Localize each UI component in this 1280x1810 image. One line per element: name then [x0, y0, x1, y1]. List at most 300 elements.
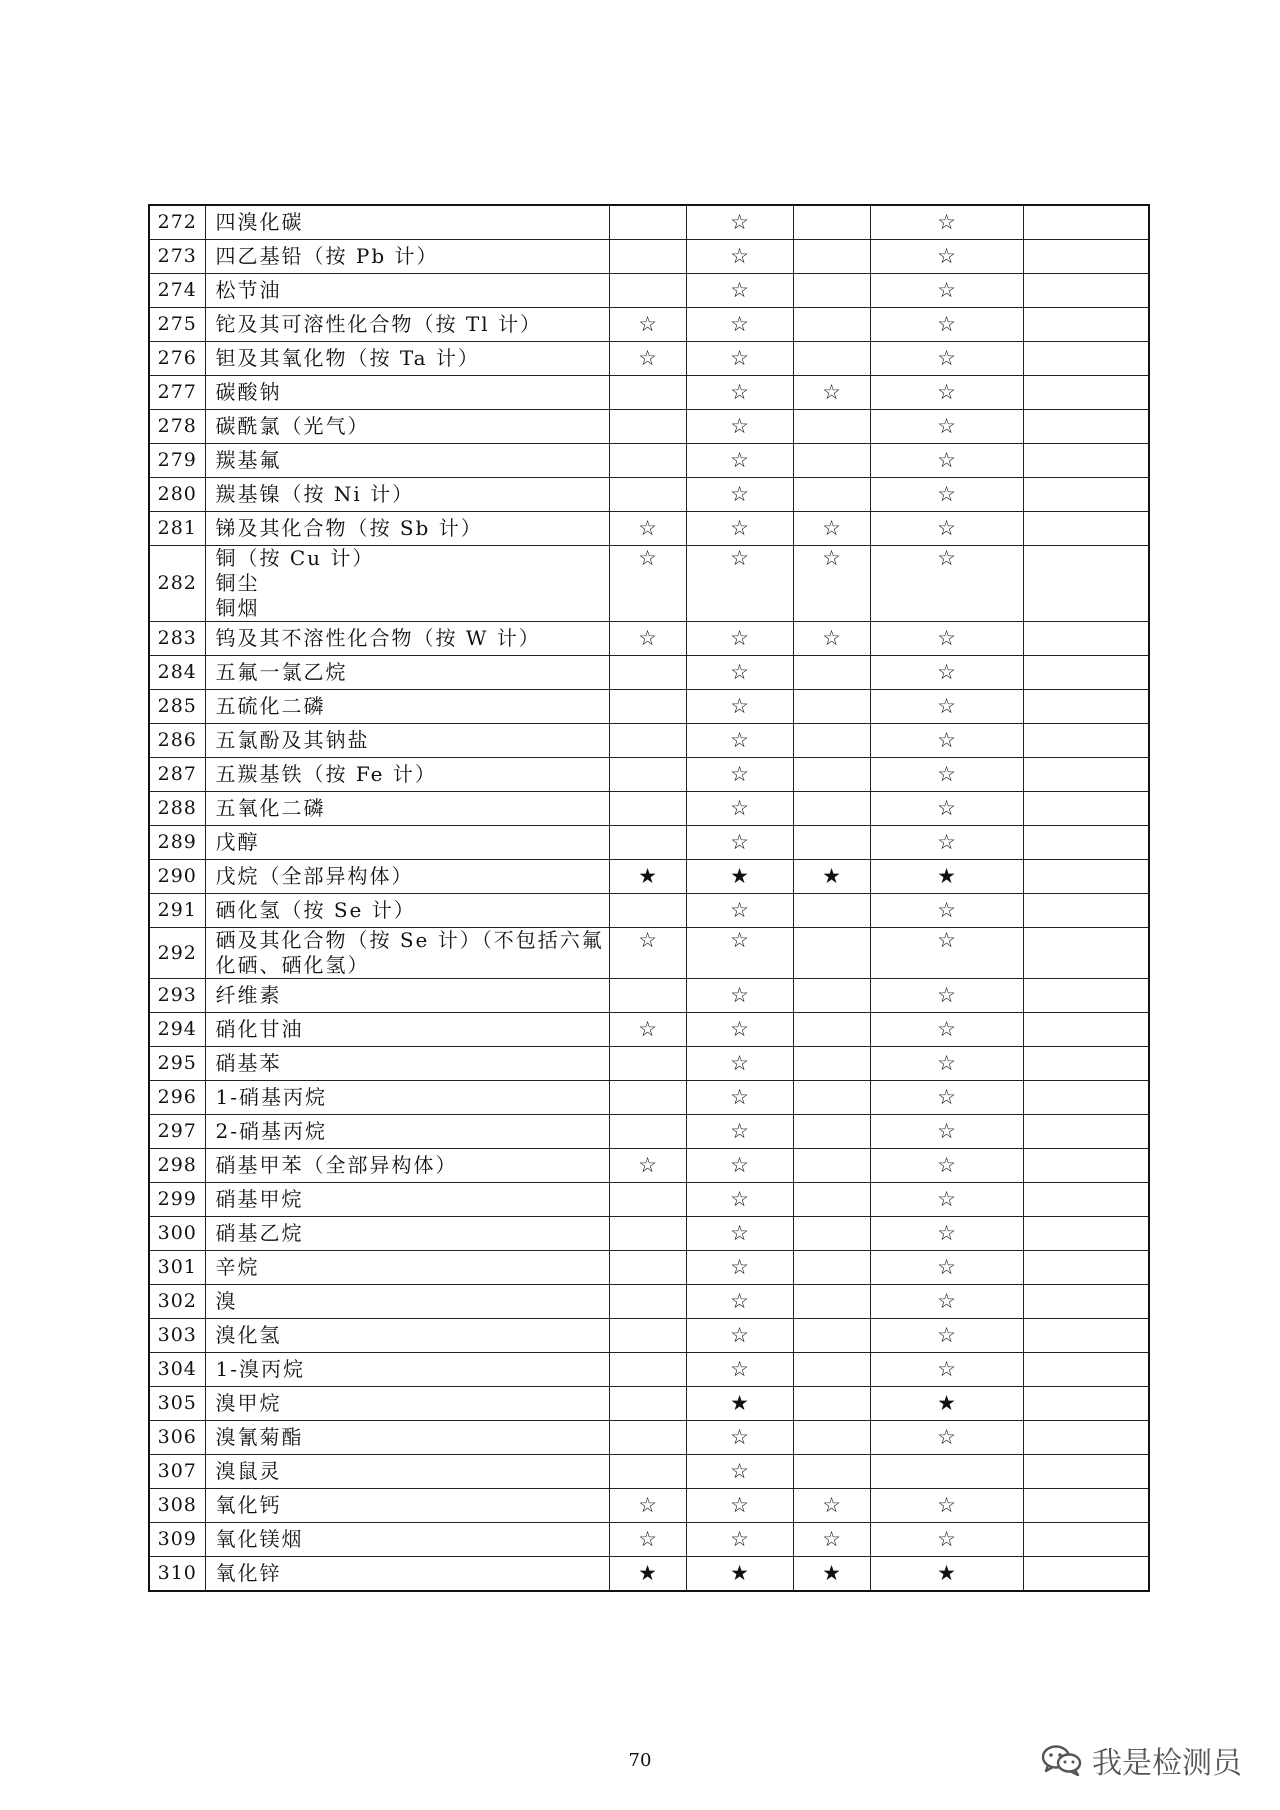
- mark-cell-col2: ☆: [686, 1523, 793, 1557]
- mark-cell-col1: [609, 690, 686, 724]
- mark-cell-col1: ☆: [609, 622, 686, 656]
- mark-cell-col2: ☆: [686, 1353, 793, 1387]
- table-row: [149, 894, 1149, 928]
- table-row: [149, 342, 1149, 376]
- mark-cell-col1: ☆: [609, 342, 686, 376]
- substance-name-line: 戊烷（全部异构体）: [215, 864, 414, 888]
- mark-cell-col2: ☆: [686, 1217, 793, 1251]
- mark-cell-col4: [870, 1455, 1023, 1489]
- substance-name-line: 碳酰氯（光气）: [215, 414, 370, 438]
- mark-cell-col4: ☆: [870, 546, 1023, 622]
- row-number: 305: [149, 1387, 205, 1421]
- mark-cell-col2: ☆: [686, 690, 793, 724]
- mark-cell-col5: [1023, 1455, 1149, 1489]
- mark-cell-col2: ☆: [686, 758, 793, 792]
- row-number: 300: [149, 1217, 205, 1251]
- mark-cell-col3: [793, 1353, 870, 1387]
- mark-cell-col4: ☆: [870, 622, 1023, 656]
- substance-name-line: 硝化甘油: [215, 1017, 304, 1041]
- substance-name-line: 氧化钙: [215, 1493, 282, 1517]
- substance-name: [205, 308, 609, 342]
- substance-name-line: 五氧化二磷: [215, 796, 326, 820]
- row-number: 291: [149, 894, 205, 928]
- mark-cell-col2: ☆: [686, 512, 793, 546]
- mark-cell-col4: ★: [870, 1387, 1023, 1421]
- mark-cell-col3: [793, 274, 870, 308]
- mark-cell-col5: [1023, 792, 1149, 826]
- mark-cell-col2: ☆: [686, 1183, 793, 1217]
- substance-name: [205, 758, 609, 792]
- mark-cell-col4: ☆: [870, 690, 1023, 724]
- table-row: [149, 690, 1149, 724]
- row-number: 297: [149, 1115, 205, 1149]
- mark-cell-col4: ☆: [870, 1421, 1023, 1455]
- mark-cell-col4: ☆: [870, 1319, 1023, 1353]
- mark-cell-col4: ☆: [870, 792, 1023, 826]
- table-row: [149, 240, 1149, 274]
- mark-cell-col5: [1023, 1115, 1149, 1149]
- row-number: 274: [149, 274, 205, 308]
- substance-name-line: 松节油: [215, 278, 282, 302]
- substance-name: [205, 444, 609, 478]
- row-number: 294: [149, 1013, 205, 1047]
- mark-cell-col4: ★: [870, 860, 1023, 894]
- mark-cell-col5: [1023, 1285, 1149, 1319]
- substance-name-line: 四乙基铅（按 Pb 计）: [215, 244, 439, 268]
- substance-name-line: 化硒、硒化氢）: [215, 953, 370, 977]
- substance-name-line: 硒化氢（按 Se 计）: [215, 898, 416, 922]
- table-row: [149, 1217, 1149, 1251]
- substance-name: [205, 478, 609, 512]
- substance-name: [205, 1387, 609, 1421]
- substance-name-line: 羰基镍（按 Ni 计）: [215, 482, 415, 506]
- mark-cell-col2: ☆: [686, 979, 793, 1013]
- row-number: 309: [149, 1523, 205, 1557]
- mark-cell-col3: ☆: [793, 1489, 870, 1523]
- mark-cell-col3: [793, 444, 870, 478]
- mark-cell-col4: ☆: [870, 1149, 1023, 1183]
- substance-name: [205, 1081, 609, 1115]
- mark-cell-col5: [1023, 1217, 1149, 1251]
- mark-cell-col1: [609, 758, 686, 792]
- mark-cell-col4: ★: [870, 1557, 1023, 1592]
- mark-cell-col2: ☆: [686, 928, 793, 979]
- table-row: [149, 1013, 1149, 1047]
- mark-cell-col1: ☆: [609, 928, 686, 979]
- mark-cell-col2: ☆: [686, 1081, 793, 1115]
- row-number: 293: [149, 979, 205, 1013]
- substance-name-line: 五氯酚及其钠盐: [215, 728, 370, 752]
- mark-cell-col1: [609, 979, 686, 1013]
- substance-name: [205, 1251, 609, 1285]
- substance-name: [205, 826, 609, 860]
- table-row: [149, 376, 1149, 410]
- substance-name-line: 五羰基铁（按 Fe 计）: [215, 762, 437, 786]
- mark-cell-col4: ☆: [870, 1523, 1023, 1557]
- row-number: 296: [149, 1081, 205, 1115]
- table-row: [149, 444, 1149, 478]
- table-row: [149, 1353, 1149, 1387]
- mark-cell-col5: [1023, 1523, 1149, 1557]
- row-number: 304: [149, 1353, 205, 1387]
- mark-cell-col4: ☆: [870, 1183, 1023, 1217]
- mark-cell-col5: [1023, 758, 1149, 792]
- mark-cell-col1: [609, 1455, 686, 1489]
- substance-name-line: 辛烷: [215, 1255, 260, 1279]
- mark-cell-col3: [793, 1217, 870, 1251]
- row-number: 288: [149, 792, 205, 826]
- table-row: [149, 410, 1149, 444]
- mark-cell-col3: [793, 690, 870, 724]
- substance-name: [205, 1523, 609, 1557]
- mark-cell-col2: ☆: [686, 205, 793, 240]
- mark-cell-col1: [609, 724, 686, 758]
- mark-cell-col1: ☆: [609, 1489, 686, 1523]
- table-row: [149, 758, 1149, 792]
- mark-cell-col5: [1023, 240, 1149, 274]
- mark-cell-col1: [609, 274, 686, 308]
- mark-cell-col4: ☆: [870, 1081, 1023, 1115]
- mark-cell-col2: ☆: [686, 1319, 793, 1353]
- mark-cell-col3: [793, 205, 870, 240]
- table-row: [149, 622, 1149, 656]
- row-number: 281: [149, 512, 205, 546]
- mark-cell-col1: [609, 1319, 686, 1353]
- mark-cell-col5: [1023, 1183, 1149, 1217]
- mark-cell-col1: [609, 205, 686, 240]
- mark-cell-col3: [793, 758, 870, 792]
- substance-name-line: 碳酸钠: [215, 380, 282, 404]
- substance-name-line: 硝基甲苯（全部异构体）: [215, 1153, 458, 1177]
- mark-cell-col1: [609, 444, 686, 478]
- mark-cell-col5: [1023, 1319, 1149, 1353]
- substance-name: [205, 656, 609, 690]
- substance-name: [205, 894, 609, 928]
- mark-cell-col5: [1023, 724, 1149, 758]
- mark-cell-col3: ☆: [793, 546, 870, 622]
- row-number: 284: [149, 656, 205, 690]
- substance-name-line: 硝基苯: [215, 1051, 282, 1075]
- table-row: [149, 792, 1149, 826]
- substance-name-line: 五氟一氯乙烷: [215, 660, 348, 684]
- mark-cell-col1: [609, 1047, 686, 1081]
- watermark-text: 我是检测员: [1092, 1746, 1242, 1781]
- table-row: [149, 928, 1149, 979]
- substance-name: [205, 1183, 609, 1217]
- substance-name-line: 溴氰菊酯: [215, 1425, 304, 1449]
- mark-cell-col4: ☆: [870, 342, 1023, 376]
- mark-cell-col2: ☆: [686, 444, 793, 478]
- substance-name: [205, 622, 609, 656]
- row-number: 279: [149, 444, 205, 478]
- mark-cell-col3: [793, 894, 870, 928]
- mark-cell-col2: ☆: [686, 1455, 793, 1489]
- mark-cell-col2: ☆: [686, 240, 793, 274]
- mark-cell-col4: ☆: [870, 1047, 1023, 1081]
- mark-cell-col5: [1023, 1421, 1149, 1455]
- mark-cell-col2: ☆: [686, 274, 793, 308]
- mark-cell-col2: ☆: [686, 1251, 793, 1285]
- mark-cell-col4: ☆: [870, 826, 1023, 860]
- mark-cell-col4: ☆: [870, 1353, 1023, 1387]
- mark-cell-col5: [1023, 308, 1149, 342]
- mark-cell-col1: [609, 1115, 686, 1149]
- mark-cell-col1: [609, 1421, 686, 1455]
- row-number: 276: [149, 342, 205, 376]
- substance-name: [205, 1455, 609, 1489]
- table-row: [149, 1421, 1149, 1455]
- substance-name: [205, 342, 609, 376]
- mark-cell-col2: ☆: [686, 546, 793, 622]
- watermark: [1040, 1738, 1242, 1782]
- row-number: 273: [149, 240, 205, 274]
- row-number: 282: [149, 546, 205, 622]
- mark-cell-col2: ☆: [686, 826, 793, 860]
- mark-cell-col3: [793, 1047, 870, 1081]
- substance-name: [205, 724, 609, 758]
- table-body: [149, 205, 1149, 1591]
- mark-cell-col1: [609, 1183, 686, 1217]
- mark-cell-col4: ☆: [870, 724, 1023, 758]
- substance-name: [205, 860, 609, 894]
- mark-cell-col2: ☆: [686, 1115, 793, 1149]
- row-number: 285: [149, 690, 205, 724]
- mark-cell-col3: [793, 656, 870, 690]
- mark-cell-col4: ☆: [870, 376, 1023, 410]
- mark-cell-col2: ★: [686, 860, 793, 894]
- substance-name-line: 硒及其化合物（按 Se 计）（不包括六氟: [215, 928, 604, 952]
- substance-name-line: 2-硝基丙烷: [215, 1119, 327, 1143]
- row-number: 307: [149, 1455, 205, 1489]
- row-number: 292: [149, 928, 205, 979]
- mark-cell-col5: [1023, 274, 1149, 308]
- substance-name: [205, 240, 609, 274]
- mark-cell-col2: ☆: [686, 894, 793, 928]
- substance-name-line: 纤维素: [215, 983, 282, 1007]
- mark-cell-col3: [793, 792, 870, 826]
- mark-cell-col3: [793, 1319, 870, 1353]
- substance-name-line: 戊醇: [215, 830, 260, 854]
- mark-cell-col3: [793, 1013, 870, 1047]
- table-row: [149, 826, 1149, 860]
- mark-cell-col3: [793, 1183, 870, 1217]
- mark-cell-col3: [793, 979, 870, 1013]
- mark-cell-col4: ☆: [870, 205, 1023, 240]
- row-number: 299: [149, 1183, 205, 1217]
- mark-cell-col1: ★: [609, 1557, 686, 1592]
- row-number: 286: [149, 724, 205, 758]
- mark-cell-col5: [1023, 1013, 1149, 1047]
- table-row: [149, 1047, 1149, 1081]
- mark-cell-col2: ☆: [686, 656, 793, 690]
- table-row: [149, 512, 1149, 546]
- row-number: 283: [149, 622, 205, 656]
- mark-cell-col4: ☆: [870, 444, 1023, 478]
- substance-name: [205, 1353, 609, 1387]
- mark-cell-col3: [793, 240, 870, 274]
- row-number: 298: [149, 1149, 205, 1183]
- mark-cell-col1: [609, 894, 686, 928]
- mark-cell-col5: [1023, 1557, 1149, 1592]
- row-number: 275: [149, 308, 205, 342]
- mark-cell-col2: ☆: [686, 792, 793, 826]
- mark-cell-col4: ☆: [870, 1285, 1023, 1319]
- mark-cell-col5: [1023, 1353, 1149, 1387]
- row-number: 303: [149, 1319, 205, 1353]
- table-row: [149, 979, 1149, 1013]
- substance-table: [148, 204, 1150, 1592]
- mark-cell-col3: [793, 478, 870, 512]
- substance-name: [205, 1421, 609, 1455]
- table-row: [149, 1251, 1149, 1285]
- mark-cell-col1: ★: [609, 860, 686, 894]
- mark-cell-col5: [1023, 444, 1149, 478]
- substance-name-line: 1-溴丙烷: [215, 1357, 305, 1381]
- mark-cell-col2: ☆: [686, 308, 793, 342]
- table-row: [149, 478, 1149, 512]
- substance-name-line: 溴甲烷: [215, 1391, 282, 1415]
- mark-cell-col3: [793, 1387, 870, 1421]
- mark-cell-col4: ☆: [870, 1115, 1023, 1149]
- mark-cell-col3: [793, 1421, 870, 1455]
- substance-name-line: 铜尘: [215, 571, 260, 595]
- mark-cell-col2: ☆: [686, 342, 793, 376]
- substance-name-line: 氧化镁烟: [215, 1527, 304, 1551]
- row-number: 272: [149, 205, 205, 240]
- mark-cell-col2: ☆: [686, 1047, 793, 1081]
- substance-name: [205, 690, 609, 724]
- substance-name-line: 溴化氢: [215, 1323, 282, 1347]
- mark-cell-col4: ☆: [870, 1251, 1023, 1285]
- row-number: 302: [149, 1285, 205, 1319]
- mark-cell-col3: [793, 724, 870, 758]
- table-row: [149, 1319, 1149, 1353]
- substance-name-line: 铜（按 Cu 计）: [215, 546, 375, 570]
- mark-cell-col1: [609, 1217, 686, 1251]
- mark-cell-col3: ★: [793, 1557, 870, 1592]
- mark-cell-col4: ☆: [870, 928, 1023, 979]
- substance-name: [205, 1013, 609, 1047]
- mark-cell-col5: [1023, 894, 1149, 928]
- mark-cell-col1: [609, 1251, 686, 1285]
- mark-cell-col3: [793, 1149, 870, 1183]
- mark-cell-col5: [1023, 1489, 1149, 1523]
- mark-cell-col5: [1023, 826, 1149, 860]
- mark-cell-col2: ☆: [686, 1013, 793, 1047]
- mark-cell-col5: [1023, 622, 1149, 656]
- mark-cell-col3: ☆: [793, 512, 870, 546]
- row-number: 289: [149, 826, 205, 860]
- mark-cell-col2: ☆: [686, 1149, 793, 1183]
- row-number: 287: [149, 758, 205, 792]
- mark-cell-col2: ☆: [686, 1489, 793, 1523]
- substance-name: [205, 205, 609, 240]
- row-number: 290: [149, 860, 205, 894]
- mark-cell-col3: [793, 1285, 870, 1319]
- table-row: [149, 1115, 1149, 1149]
- mark-cell-col3: ☆: [793, 622, 870, 656]
- mark-cell-col2: ☆: [686, 1421, 793, 1455]
- mark-cell-col4: ☆: [870, 274, 1023, 308]
- mark-cell-col5: [1023, 1081, 1149, 1115]
- substance-name: [205, 1489, 609, 1523]
- mark-cell-col5: [1023, 342, 1149, 376]
- substance-name-line: 羰基氟: [215, 448, 282, 472]
- table-row: [149, 546, 1149, 622]
- mark-cell-col3: [793, 1081, 870, 1115]
- mark-cell-col5: [1023, 1251, 1149, 1285]
- substance-name: [205, 1285, 609, 1319]
- substance-name-line: 硝基甲烷: [215, 1187, 304, 1211]
- mark-cell-col1: [609, 792, 686, 826]
- row-number: 280: [149, 478, 205, 512]
- mark-cell-col3: [793, 826, 870, 860]
- table-row: [149, 205, 1149, 240]
- mark-cell-col1: [609, 376, 686, 410]
- mark-cell-col5: [1023, 1047, 1149, 1081]
- mark-cell-col4: ☆: [870, 308, 1023, 342]
- mark-cell-col4: ☆: [870, 979, 1023, 1013]
- substance-name-line: 1-硝基丙烷: [215, 1085, 327, 1109]
- mark-cell-col1: ☆: [609, 1523, 686, 1557]
- mark-cell-col3: [793, 308, 870, 342]
- mark-cell-col4: ☆: [870, 478, 1023, 512]
- substance-name-line: 溴: [215, 1289, 238, 1313]
- mark-cell-col2: ☆: [686, 622, 793, 656]
- row-number: 301: [149, 1251, 205, 1285]
- table-row: [149, 1149, 1149, 1183]
- substance-name: [205, 546, 609, 622]
- substance-name-line: 氧化锌: [215, 1561, 282, 1585]
- table-row: [149, 1489, 1149, 1523]
- mark-cell-col5: [1023, 656, 1149, 690]
- row-number: 278: [149, 410, 205, 444]
- table-row: [149, 656, 1149, 690]
- mark-cell-col4: ☆: [870, 410, 1023, 444]
- mark-cell-col3: [793, 342, 870, 376]
- substance-name: [205, 376, 609, 410]
- mark-cell-col5: [1023, 478, 1149, 512]
- mark-cell-col4: ☆: [870, 656, 1023, 690]
- wechat-icon: [1040, 1743, 1084, 1777]
- mark-cell-col3: [793, 1251, 870, 1285]
- substance-name-line: 五硫化二磷: [215, 694, 326, 718]
- mark-cell-col3: [793, 1455, 870, 1489]
- mark-cell-col1: ☆: [609, 512, 686, 546]
- mark-cell-col1: [609, 478, 686, 512]
- mark-cell-col3: ☆: [793, 376, 870, 410]
- substance-name: [205, 928, 609, 979]
- substance-name: [205, 1557, 609, 1592]
- mark-cell-col1: [609, 1285, 686, 1319]
- substance-name-line: 四溴化碳: [215, 210, 304, 234]
- mark-cell-col3: [793, 1115, 870, 1149]
- mark-cell-col5: [1023, 512, 1149, 546]
- mark-cell-col5: [1023, 690, 1149, 724]
- mark-cell-col1: ☆: [609, 546, 686, 622]
- substance-name: [205, 979, 609, 1013]
- substance-name: [205, 1149, 609, 1183]
- substance-name: [205, 792, 609, 826]
- table-row: [149, 1455, 1149, 1489]
- table-row: [149, 1081, 1149, 1115]
- mark-cell-col1: [609, 410, 686, 444]
- substance-name: [205, 1115, 609, 1149]
- mark-cell-col5: [1023, 1387, 1149, 1421]
- substance-name-line: 硝基乙烷: [215, 1221, 304, 1245]
- substance-name: [205, 1319, 609, 1353]
- mark-cell-col2: ☆: [686, 1285, 793, 1319]
